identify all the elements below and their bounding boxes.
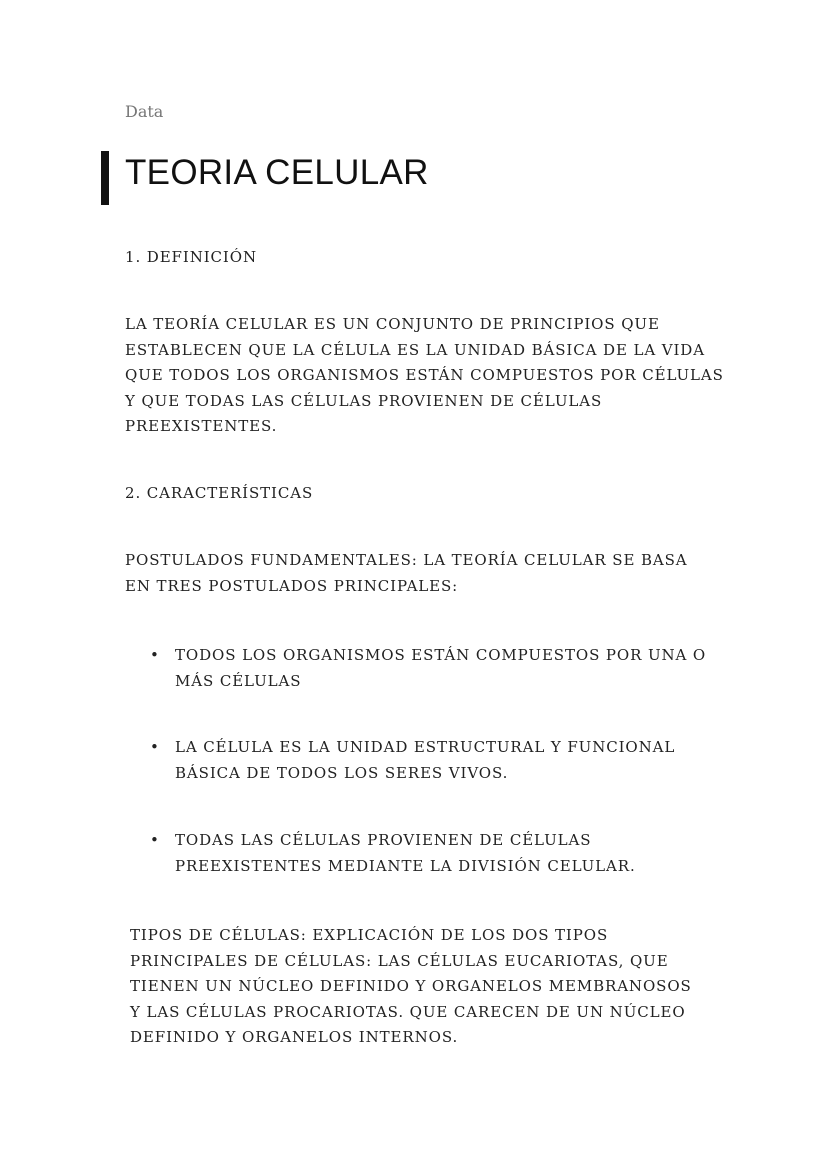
- bullet-line: MÁS CÉLULAS: [175, 671, 302, 690]
- paragraph-line: ESTABLECEN QUE LA CÉLULA ES LA UNIDAD BÁSICA DE LA VIDA: [125, 340, 705, 359]
- section-heading-definicion: 1. DEFINICIÓN: [125, 248, 257, 266]
- title-accent-bar: [101, 151, 109, 205]
- bullet-icon: •: [150, 646, 159, 664]
- paragraph-line: TIPOS DE CÉLULAS: EXPLICACIÓN DE LOS DOS TIPOS: [130, 926, 609, 944]
- paragraph-line: PRINCIPALES DE CÉLULAS: LAS CÉLULAS EUCARIOTAS, QUE: [130, 951, 669, 970]
- bullet-line: BÁSICA DE TODOS LOS SERES VIVOS.: [175, 763, 509, 782]
- bullet-item-2: [175, 735, 675, 786]
- paragraph-line: Y LAS CÉLULAS PROCARIOTAS. QUE CARECEN DE UN NÚCLEO: [130, 1002, 686, 1021]
- paragraph-line: POSTULADOS FUNDAMENTALES: LA TEORÍA CELULAR SE BASA: [125, 551, 688, 569]
- paragraph-line: QUE TODOS LOS ORGANISMOS ESTÁN COMPUESTOS POR CÉLULAS: [125, 366, 724, 384]
- paragraph-line: EN TRES POSTULADOS PRINCIPALES:: [125, 576, 459, 595]
- bullet-line: PREEXISTENTES MEDIANTE LA DIVISIÓN CELULAR.: [175, 856, 636, 875]
- bullet-icon: •: [150, 831, 159, 849]
- paragraph-line: PREEXISTENTES.: [125, 417, 278, 435]
- section-heading-caracteristicas: 2. CARACTERÍSTICAS: [125, 484, 314, 502]
- date-label: Data: [125, 102, 164, 121]
- definicion-paragraph: [125, 312, 724, 440]
- tipos-paragraph: [130, 923, 692, 1051]
- bullet-item-3: [175, 828, 636, 879]
- bullet-line: LA CÉLULA ES LA UNIDAD ESTRUCTURAL Y FUNCIONAL: [175, 738, 676, 756]
- paragraph-line: LA TEORÍA CELULAR ES UN CONJUNTO DE PRINCIPIOS QUE: [125, 315, 660, 333]
- postulados-paragraph: [125, 548, 688, 599]
- bullet-line: TODAS LAS CÉLULAS PROVIENEN DE CÉLULAS: [175, 831, 592, 849]
- bullet-item-1: [175, 643, 706, 694]
- document-title: TEORIA CELULAR: [125, 153, 429, 192]
- bullet-icon: •: [150, 738, 159, 756]
- paragraph-line: TIENEN UN NÚCLEO DEFINIDO Y ORGANELOS MEMBRANOSOS: [130, 977, 692, 995]
- bullet-line: TODOS LOS ORGANISMOS ESTÁN COMPUESTOS POR UNA O: [175, 646, 707, 664]
- paragraph-line: DEFINIDO Y ORGANELOS INTERNOS.: [130, 1028, 459, 1046]
- paragraph-line: Y QUE TODAS LAS CÉLULAS PROVIENEN DE CÉLULAS: [125, 391, 603, 410]
